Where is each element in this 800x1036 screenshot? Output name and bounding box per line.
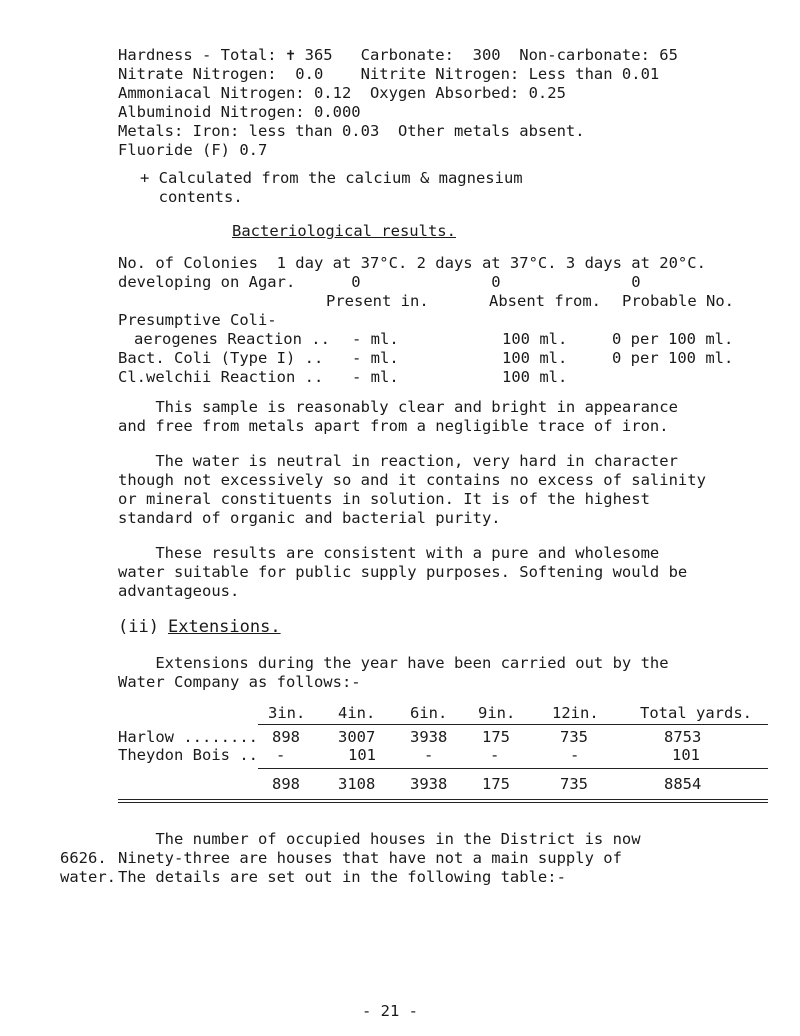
extensions-heading-number: (ii)	[118, 617, 159, 637]
analysis-fluoride: Fluoride (F) 0.7	[118, 141, 268, 159]
analysis-metals: Metals: Iron: less than 0.03 Other metals absent.	[118, 122, 585, 140]
ext-total-cell: 898	[272, 775, 300, 793]
bact-row-probable: 0 per 100 ml.	[612, 349, 734, 367]
houses-text: The number of occupied houses in the District is now	[118, 830, 641, 848]
ext-cell: -	[490, 746, 500, 764]
ext-total-cell: 735	[560, 775, 588, 793]
extensions-heading: Extensions.	[168, 617, 281, 637]
paragraph-text: or mineral constituents in solution. It is of the highest	[118, 490, 650, 508]
analysis-albuminoid: Albuminoid Nitrogen: 0.000	[118, 103, 361, 121]
paragraph-text: The water is neutral in reaction, very hard in character	[118, 452, 678, 470]
ext-col-3in: 3in.	[268, 704, 306, 722]
houses-text: The details are set out in the following table:-	[118, 868, 566, 886]
margin-number: 6626.	[60, 849, 107, 867]
footnote-line-2: contents.	[140, 188, 243, 206]
ext-col-total: Total yards.	[640, 704, 752, 722]
bact-row-absent: 100 ml.	[502, 349, 568, 367]
ext-cell: 8753	[664, 728, 702, 746]
paragraph-text: advantageous.	[118, 582, 240, 600]
table-header-rule	[258, 724, 768, 725]
ext-col-9in: 9in.	[478, 704, 516, 722]
extensions-intro: Extensions during the year have been carried out by the	[118, 654, 669, 672]
ext-total-cell: 3938	[410, 775, 448, 793]
bact-row-present: - ml.	[352, 368, 399, 386]
ext-cell: -	[424, 746, 434, 764]
ext-cell: 101	[348, 746, 376, 764]
paragraph-text: and free from metals apart from a negligible trace of iron.	[118, 417, 669, 435]
paragraph-text: These results are consistent with a pure and wholesome	[118, 544, 660, 562]
analysis-hardness: Hardness - Total: ✝ 365 Carbonate: 300 Non-carbonate: 65	[118, 46, 678, 64]
ext-cell: 175	[482, 728, 510, 746]
bacteriological-heading: Bacteriological results.	[232, 222, 456, 240]
ext-cell: 3007	[338, 728, 376, 746]
ext-cell: 3938	[410, 728, 448, 746]
ext-row-label: Harlow ........	[118, 728, 258, 746]
bact-row-label: Bact. Coli (Type I) ..	[118, 349, 324, 367]
colonies-header: No. of Colonies 1 day at 37°C. 2 days at 37°C. 3 days at 20°C.	[118, 254, 706, 272]
paragraph-text: standard of organic and bacterial purity.	[118, 509, 501, 527]
col-head-absent: Absent from.	[489, 292, 601, 310]
ext-cell: 898	[272, 728, 300, 746]
table-subtotal-rule	[258, 768, 768, 769]
ext-cell: -	[276, 746, 286, 764]
bact-row-absent: 100 ml.	[502, 330, 568, 348]
bact-row-absent: 100 ml.	[502, 368, 568, 386]
page-number: - 21 -	[362, 1002, 418, 1020]
ext-total-cell: 8854	[664, 775, 702, 793]
ext-cell: 101	[672, 746, 700, 764]
ext-cell: 735	[560, 728, 588, 746]
table-total-rule-1	[118, 799, 768, 800]
ext-col-12in: 12in.	[552, 704, 599, 722]
margin-water: water.	[60, 868, 116, 886]
bact-row-probable: 0 per 100 ml.	[612, 330, 734, 348]
ext-total-cell: 3108	[338, 775, 376, 793]
ext-cell: -	[570, 746, 580, 764]
analysis-nitrate: Nitrate Nitrogen: 0.0 Nitrite Nitrogen: Less than 0.01	[118, 65, 660, 83]
col-head-present: Present in.	[326, 292, 429, 310]
ext-total-cell: 175	[482, 775, 510, 793]
analysis-ammoniacal: Ammoniacal Nitrogen: 0.12 Oxygen Absorbed: 0.25	[118, 84, 566, 102]
paragraph-text: though not excessively so and it contains no excess of salinity	[118, 471, 706, 489]
table-total-rule-2	[118, 802, 768, 803]
row-head-presumptive: Presumptive Coli-	[118, 311, 277, 329]
extensions-intro: Water Company as follows:-	[118, 673, 361, 691]
ext-row-label: Theydon Bois ..	[118, 746, 258, 764]
ext-col-6in: 6in.	[410, 704, 448, 722]
bact-row-present: - ml.	[352, 330, 399, 348]
paragraph-text: This sample is reasonably clear and bright in appearance	[118, 398, 678, 416]
colonies-values: developing on Agar. 0 0 0	[118, 273, 641, 291]
bact-row-present: - ml.	[352, 349, 399, 367]
footnote-line-1: + Calculated from the calcium & magnesium	[140, 169, 523, 187]
bact-row-label: Cl.welchii Reaction ..	[118, 368, 324, 386]
col-head-probable: Probable No.	[622, 292, 734, 310]
paragraph-text: water suitable for public supply purposes. Softening would be	[118, 563, 688, 581]
ext-col-4in: 4in.	[338, 704, 376, 722]
bact-row-label: aerogenes Reaction ..	[134, 330, 330, 348]
houses-text: Ninety-three are houses that have not a main supply of	[118, 849, 622, 867]
